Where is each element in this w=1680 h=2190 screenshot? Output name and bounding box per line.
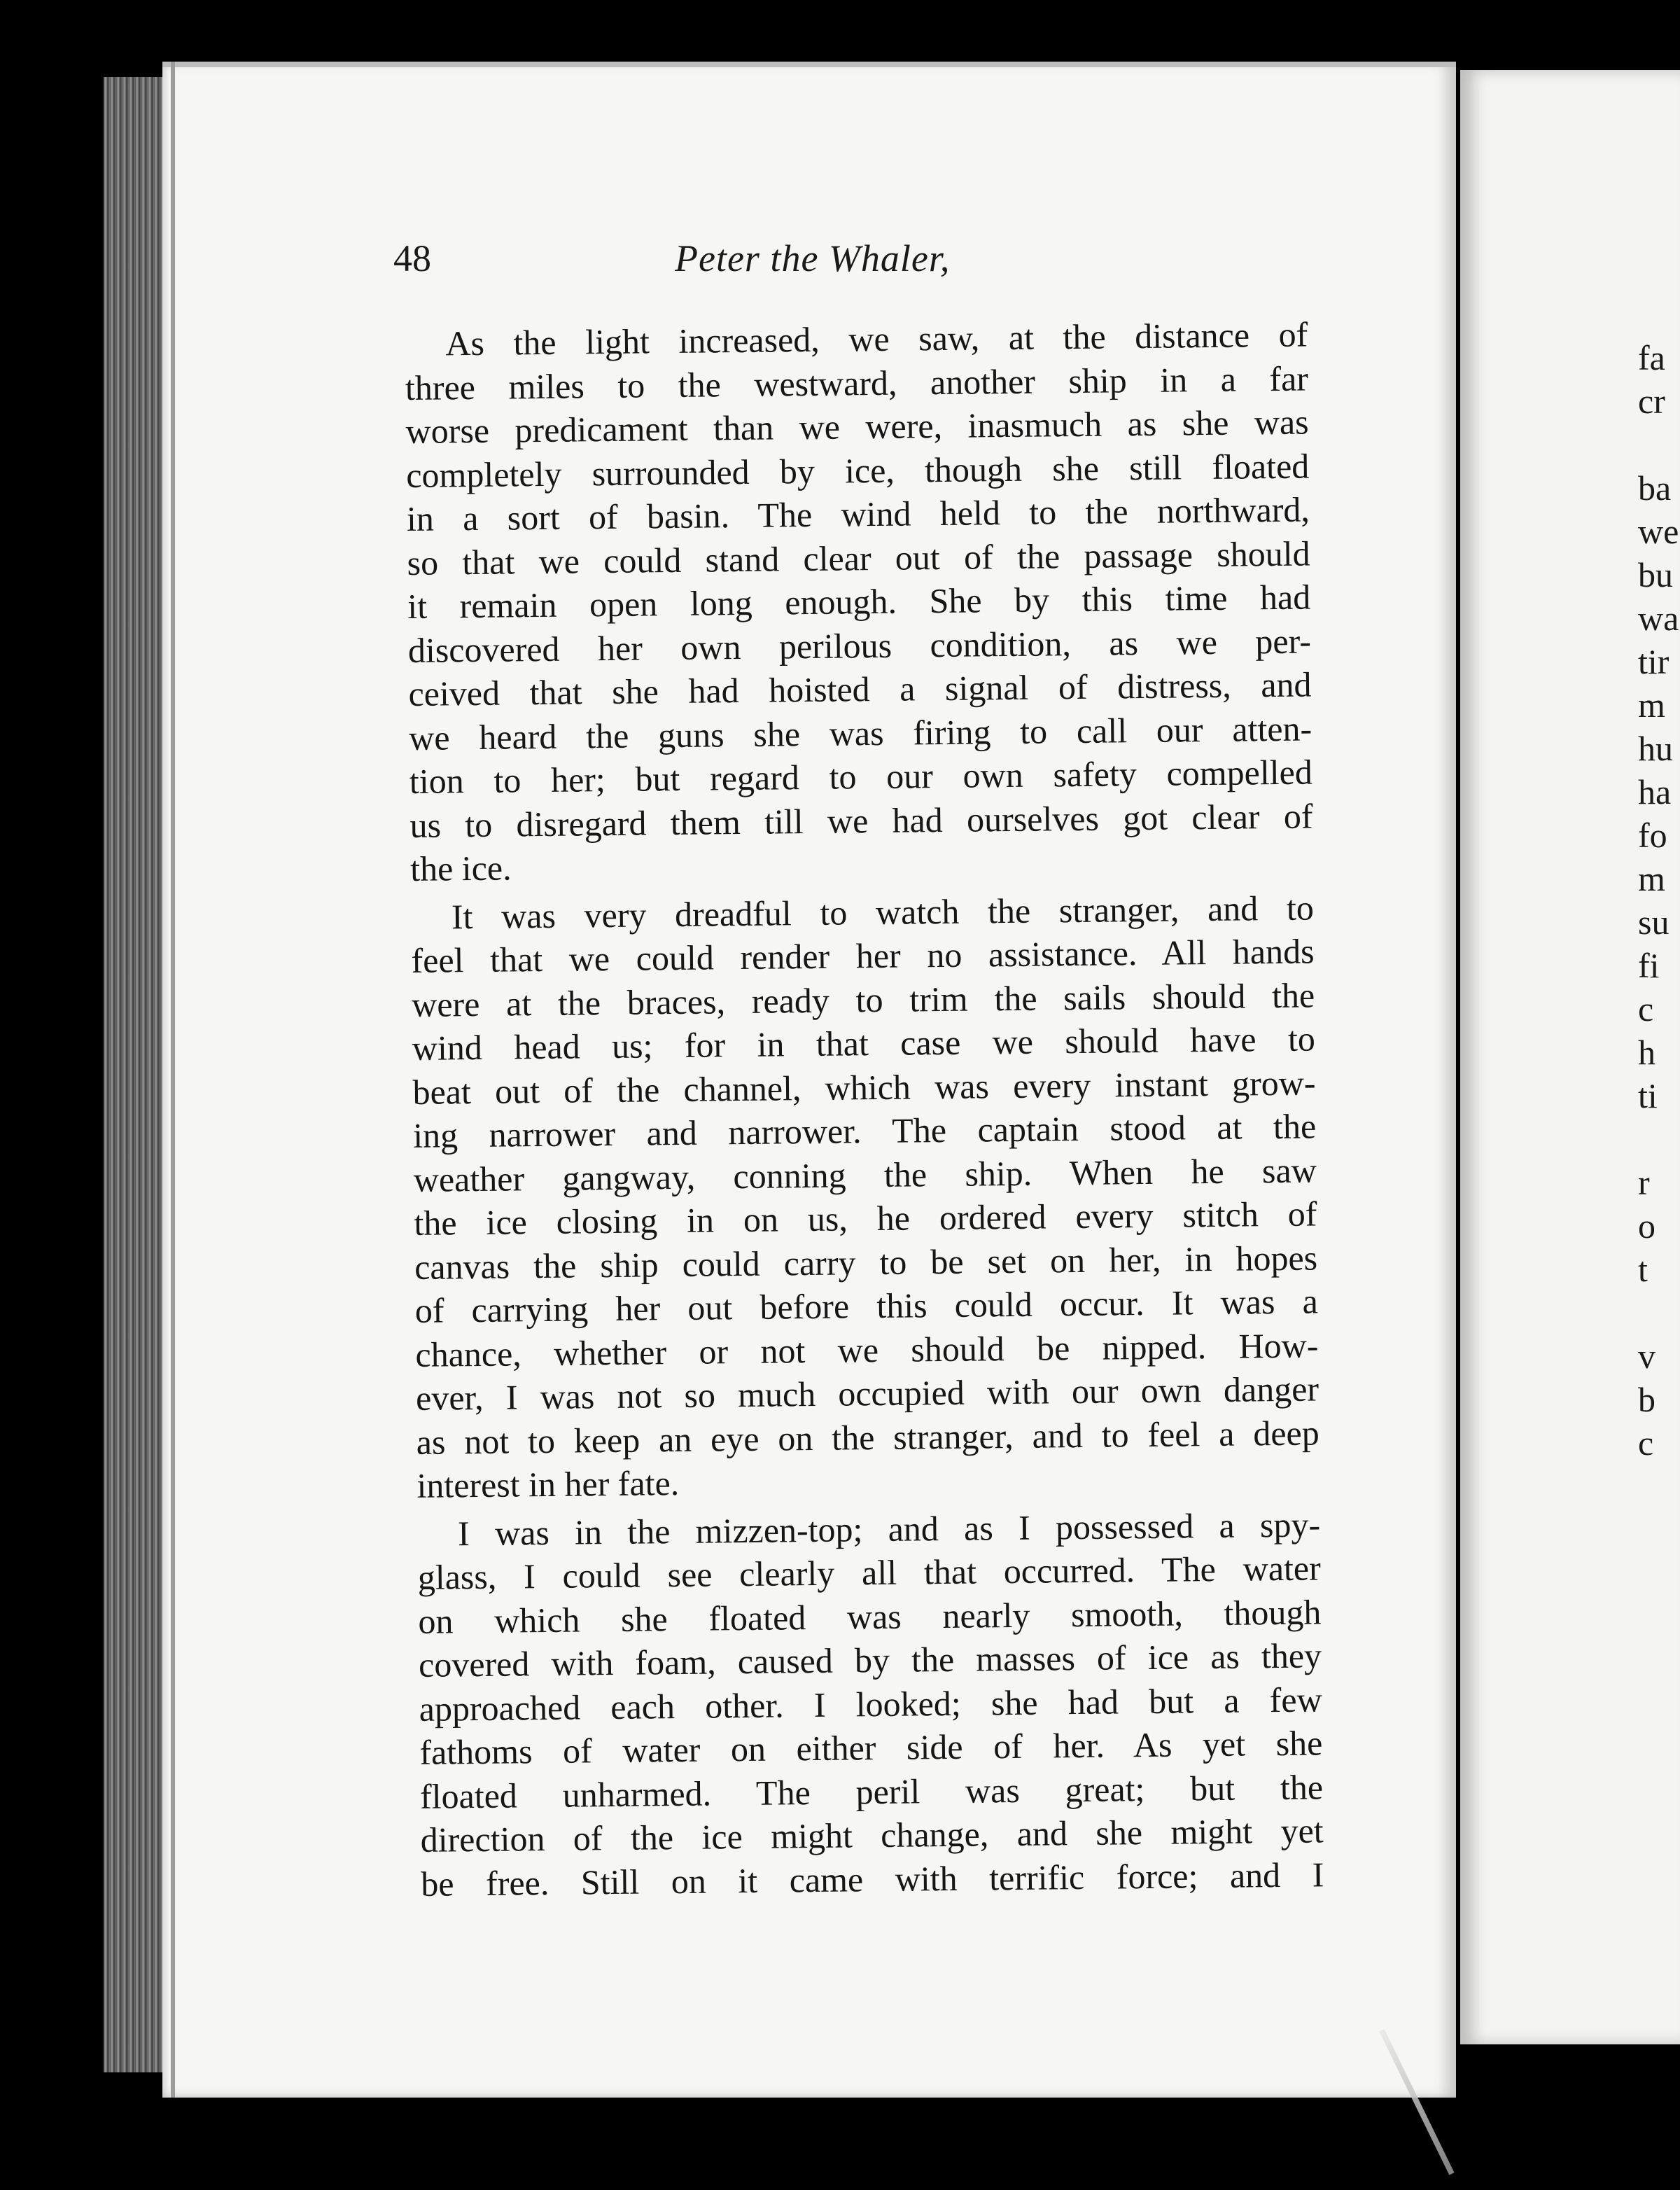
text-fragment: fi <box>1638 946 1660 985</box>
text-line: we heard the guns she was firing to call our atten- <box>408 708 1312 758</box>
text-line: so that we could stand clear out of the passage should <box>407 533 1310 583</box>
text-fragment: su <box>1638 902 1670 942</box>
text-line: As the light increased, we saw, at the distance of <box>445 314 1308 363</box>
text-fragment: h <box>1638 1033 1656 1072</box>
text-fragment: v <box>1638 1337 1656 1376</box>
text-fragment: m <box>1638 685 1665 725</box>
text-line: floated unharmed. The peril was great; but the <box>419 1766 1324 1816</box>
text-line: wind head us; for in that case we should have to <box>412 1019 1316 1068</box>
text-fragment: ha <box>1638 772 1672 811</box>
paragraph-1 <box>405 312 1313 891</box>
text-line: feel that we could render her no assistance. All hands <box>411 931 1315 980</box>
text-line: it remain open long enough. She by this time had <box>407 577 1311 626</box>
paragraph-3 <box>417 1502 1324 1906</box>
body-text <box>405 312 1324 1909</box>
text-fragment <box>1638 1291 1680 1334</box>
text-fragment: t <box>1638 1250 1648 1289</box>
text-line: I was in the mizzen-top; and as I possessed a spy- <box>457 1504 1321 1553</box>
facing-page-text-fragments <box>1638 336 1680 1465</box>
text-line: were at the braces, ready to trim the sails should the <box>411 975 1315 1024</box>
text-line: ing narrower and narrower. The captain stood at the <box>412 1106 1317 1155</box>
text-line: the ice closing in on us, he ordered every stitch of <box>414 1194 1317 1243</box>
text-line: in a sort of basin. The wind held to the northward, <box>406 489 1310 538</box>
page-header <box>393 237 1303 293</box>
text-fragment: ti <box>1638 1076 1658 1115</box>
text-line: beat out of the channel, which was every instant grow- <box>412 1062 1316 1112</box>
text-line: three miles to the westward, another ship in a far <box>405 358 1309 407</box>
text-line: canvas the ship could carry to be set on her, in hopes <box>414 1237 1318 1287</box>
page-number: 48 <box>393 237 431 279</box>
text-line: tion to her; but regard to our own safety compelled <box>409 752 1313 801</box>
text-line: approached each other. I looked; she had but a few <box>419 1679 1322 1729</box>
text-line: weather gangway, conning the ship. When he saw <box>413 1150 1317 1199</box>
text-fragment: c <box>1638 989 1654 1028</box>
text-fragment: r <box>1638 1163 1650 1202</box>
text-line: interest in her fate. <box>416 1463 680 1505</box>
text-fragment: fo <box>1638 816 1667 855</box>
text-line: glass, I could see clearly all that occurred. The water <box>417 1548 1321 1597</box>
text-line: covered with foam, caused by the masses of ice as they <box>418 1635 1322 1685</box>
text-line: us to disregard them till we had ourselves got clear of <box>410 795 1313 845</box>
text-fragment <box>1638 423 1680 466</box>
text-line: chance, whether or not we should be nipped. How- <box>415 1325 1319 1374</box>
text-fragment: tir <box>1638 642 1670 681</box>
text-fragment: o <box>1638 1206 1656 1246</box>
text-fragment: wa <box>1638 599 1679 638</box>
text-fragment: cr <box>1638 382 1665 421</box>
text-line: It was very dreadful to watch the stranger, and to <box>451 887 1315 936</box>
text-fragment: c <box>1638 1423 1654 1463</box>
text-line: as not to keep an eye on the stranger, and to feel a deep <box>416 1412 1320 1462</box>
text-line: the ice. <box>410 848 512 888</box>
text-line: worse predicament than we were, inasmuch as she was <box>405 402 1309 451</box>
text-fragment <box>1638 1117 1680 1161</box>
text-fragment: hu <box>1638 729 1673 768</box>
text-line: direction of the ice might change, and she might yet <box>420 1811 1324 1860</box>
paragraph-2 <box>411 886 1320 1507</box>
text-line: ever, I was not so much occupied with our own danger <box>415 1369 1320 1418</box>
text-line: completely surrounded by ice, though she still floated <box>405 445 1310 495</box>
running-title: Peter the Whaler, <box>675 237 951 279</box>
text-fragment: fa <box>1638 338 1665 377</box>
text-fragment: ba <box>1638 468 1672 508</box>
text-fragment: bu <box>1638 555 1673 594</box>
text-line: on which she floated was nearly smooth, though <box>418 1591 1322 1641</box>
text-fragment: we <box>1638 512 1679 551</box>
text-line: fathoms of water on either side of her. As yet she <box>419 1723 1323 1772</box>
text-line: ceived that she had hoisted a signal of distress, and <box>408 664 1312 713</box>
text-fragment: b <box>1638 1380 1656 1419</box>
text-line: discovered her own perilous condition, as we per- <box>407 620 1312 670</box>
text-line: of carrying her out before this could occur. It was a <box>414 1281 1319 1330</box>
text-fragment: m <box>1638 859 1665 898</box>
text-line: be free. Still on it came with terrific force; and I <box>421 1854 1324 1904</box>
